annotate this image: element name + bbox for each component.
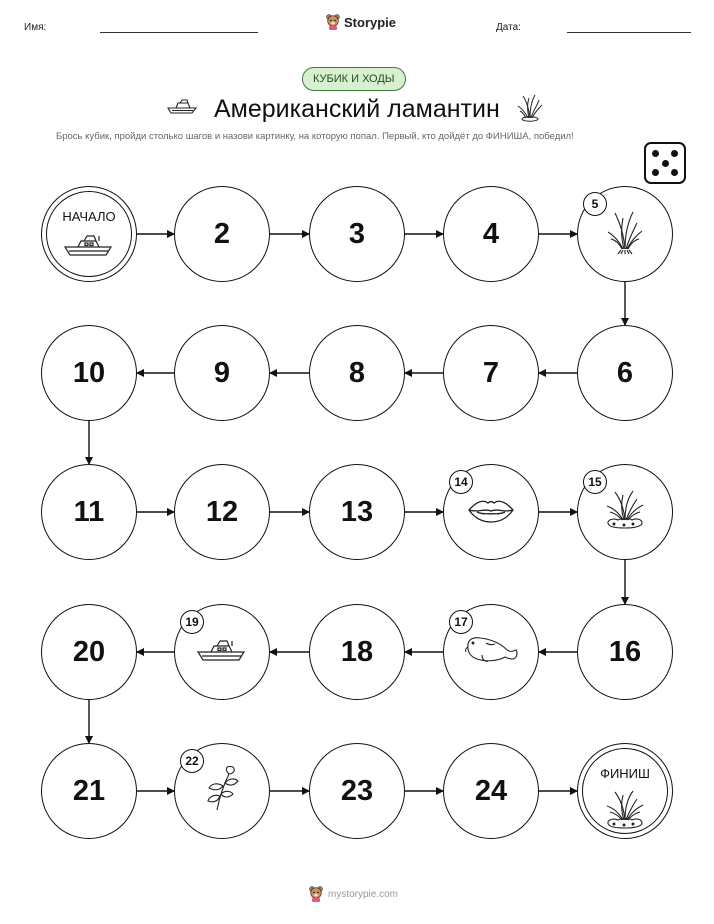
cell-number: 20	[72, 635, 106, 668]
game-type-tag: КУБИК И ХОДЫ	[302, 67, 406, 91]
board-cell-11	[41, 464, 137, 560]
plant-sprig-icon	[203, 766, 241, 817]
board-cell-1	[41, 186, 137, 282]
board-cell-17	[443, 604, 539, 700]
seagrass-icon	[605, 209, 645, 260]
board-cell-7	[443, 325, 539, 421]
lips-icon	[466, 496, 516, 529]
cell-number-badge: 19	[180, 610, 204, 634]
brand-name: Storypie	[344, 14, 397, 30]
footer-site: mystorypie.com	[328, 888, 399, 900]
cell-number: 4	[482, 217, 500, 250]
cell-number: 23	[340, 774, 374, 807]
board-cell-20	[41, 604, 137, 700]
cell-number-badge: 22	[180, 749, 204, 773]
board-cell-15	[577, 464, 673, 560]
board-cell-9	[174, 325, 270, 421]
date-label: Дата:	[496, 22, 521, 33]
cell-number: 18	[340, 635, 374, 668]
board-cell-8	[309, 325, 405, 421]
boat-icon	[63, 231, 115, 264]
board-cell-2	[174, 186, 270, 282]
cell-number-badge: 15	[583, 470, 607, 494]
board-cell-18	[309, 604, 405, 700]
board-cell-14	[443, 464, 539, 560]
cell-number: 13	[340, 495, 374, 528]
board-cell-23	[309, 743, 405, 839]
cell-number: 16	[608, 635, 642, 668]
cell-number: 9	[213, 356, 231, 389]
name-label: Имя:	[24, 22, 47, 33]
board-cell-22	[174, 743, 270, 839]
footer	[309, 886, 398, 902]
cell-number: 11	[73, 495, 105, 528]
finish-label: ФИНИШ	[600, 766, 650, 781]
cell-number: 10	[72, 356, 106, 389]
cell-number-badge: 5	[583, 192, 607, 216]
cell-number-badge: 17	[449, 610, 473, 634]
board-cell-16	[577, 604, 673, 700]
board-cell-19	[174, 604, 270, 700]
board-cell-25	[577, 743, 673, 839]
cell-number: 2	[213, 217, 231, 250]
seagrass-clump-icon	[602, 488, 648, 537]
cell-number: 3	[348, 217, 366, 250]
cell-number: 12	[205, 495, 239, 528]
board-cell-24	[443, 743, 539, 839]
manatee-icon	[462, 633, 520, 672]
board-cell-6	[577, 325, 673, 421]
boat-icon	[196, 636, 248, 669]
board-cell-21	[41, 743, 137, 839]
bear-logo-icon	[309, 886, 323, 902]
cell-number-badge: 14	[449, 470, 473, 494]
cell-number: 8	[348, 356, 366, 389]
board-cell-13	[309, 464, 405, 560]
board-cell-5	[577, 186, 673, 282]
start-label: НАЧАЛО	[62, 209, 116, 224]
cell-number: 21	[72, 774, 106, 807]
board-cell-10	[41, 325, 137, 421]
board-cell-4	[443, 186, 539, 282]
seagrass-clump-icon	[602, 788, 648, 837]
cell-number: 7	[482, 356, 500, 389]
instructions-text: Брось кубик, пройди столько шагов и назови картинку, на которую попал. Первый, кто дойдёт до ФИНИША, победил!	[56, 131, 574, 142]
board-cell-12	[174, 464, 270, 560]
board-cell-3	[309, 186, 405, 282]
cell-number: 24	[474, 774, 508, 807]
page-title: Американский ламантин	[214, 95, 500, 123]
cell-number: 6	[616, 356, 634, 389]
